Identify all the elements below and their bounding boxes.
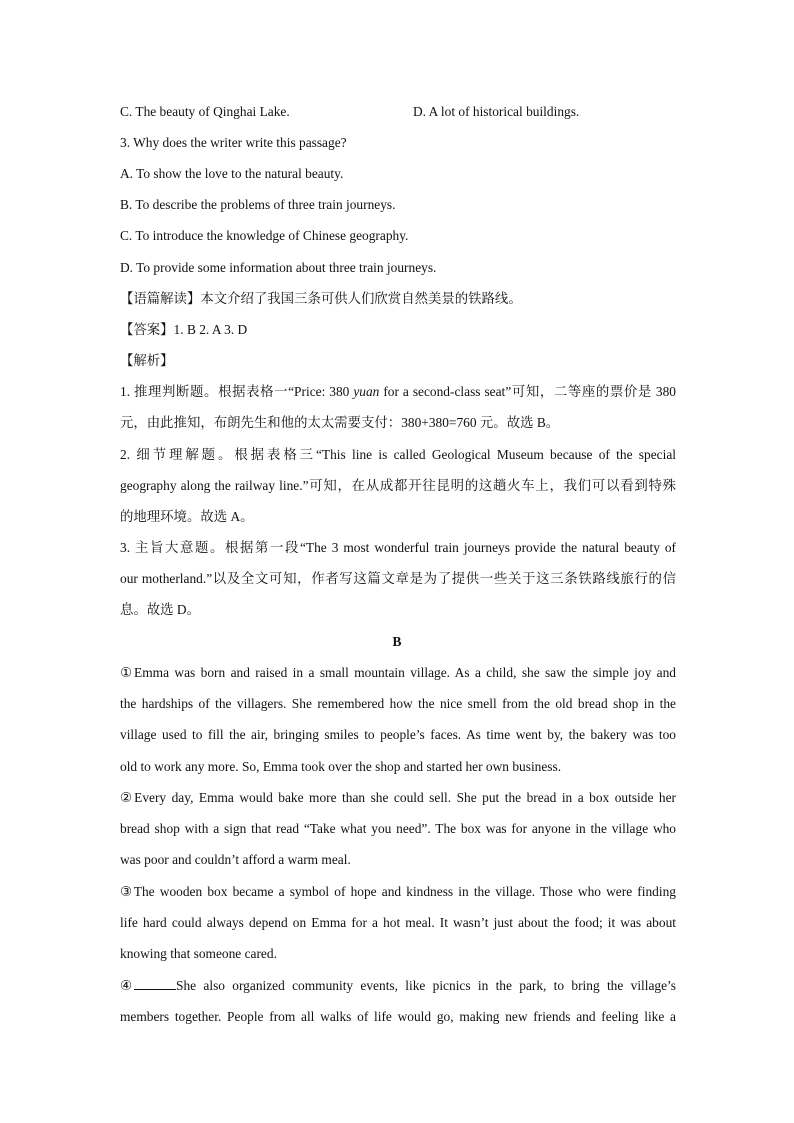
paragraph-3-line: knowing that someone cared. <box>120 946 277 961</box>
paragraph-1-line: ①Emma was born and raised in a small mountain village. As a child, she saw the simple joy and <box>120 665 676 680</box>
explanation-2-line-3: 的地理环境。故选 A。 <box>120 509 254 524</box>
explanation-2-line-1: 2. 细节理解题。根据表格三“This line is called Geological Museum because of the special <box>120 447 676 462</box>
e1-italic-yuan: yuan <box>353 384 380 399</box>
question-3-stem: 3. Why does the writer write this passage? <box>120 135 347 150</box>
e1-text-after: for a second-class seat”可知，二等座的票价是 380 <box>379 384 676 399</box>
explanation-3-line-2: our motherland.”以及全文可知，作者写这篇文章是为了提供一些关于这三条铁路线旅行的信 <box>120 571 676 586</box>
option-3d: D. To provide some information about three train journeys. <box>120 260 437 275</box>
option-3c: C. To introduce the knowledge of Chinese geography. <box>120 228 409 243</box>
paragraph-1-line: the hardships of the villagers. She remembered how the nice smell from the old bread shop in the <box>120 696 676 711</box>
explanation-3-line-3: 息。故选 D。 <box>120 602 200 617</box>
paragraph-4-line-2: members together. People from all walks of life would go, making new friends and feeling like a <box>120 1009 676 1024</box>
paragraph-4-line-1 <box>120 976 676 995</box>
section-b-heading: B <box>392 634 402 649</box>
explanation-3-line-1: 3. 主旨大意题。根据第一段“The 3 most wonderful train journeys provide the natural beauty of <box>120 540 676 555</box>
explanation-1-line-1 <box>120 383 676 401</box>
option-2c: C. The beauty of Qinghai Lake. <box>120 104 290 119</box>
paragraph-3-line: ③The wooden box became a symbol of hope and kindness in the village. Those who were finding <box>120 884 676 899</box>
answer-blank <box>134 976 176 990</box>
paragraph-2-line: bread shop with a sign that read “Take what you need”. The box was for anyone in the village who <box>120 821 676 836</box>
paragraph-2-line: was poor and couldn’t afford a warm meal. <box>120 852 351 867</box>
e1-text-before: 1. 推理判断题。根据表格一“Price: 380 <box>120 384 354 399</box>
paragraph-3-line: life hard could always depend on Emma for a hot meal. It wasn’t just about the food; it was about <box>120 915 676 930</box>
option-3a: A. To show the love to the natural beauty. <box>120 166 344 181</box>
option-2d: D. A lot of historical buildings. <box>413 104 580 119</box>
reading-guide: 【语篇解读】本文介绍了我国三条可供人们欣赏自然美景的铁路线。 <box>120 291 522 306</box>
paragraph-1-line: village used to fill the air, bringing smiles to people’s faces. As time went by, the bakery was too <box>120 727 676 742</box>
paragraph-4-marker: ④ <box>120 978 133 993</box>
explanation-1-line-2: 元，由此推知，布朗先生和他的太太需要支付：380+380=760 元。故选 B。 <box>120 415 560 430</box>
answer-key: 【答案】1. B 2. A 3. D <box>120 322 248 337</box>
option-3b: B. To describe the problems of three train journeys. <box>120 197 396 212</box>
paragraph-1-line: old to work any more. So, Emma took over the shop and started her own business. <box>120 759 562 774</box>
explanation-title: 【解析】 <box>120 353 174 368</box>
explanation-2-line-2: geography along the railway line.”可知，在从成都开往昆明的这趟火车上，我们可以看到特殊 <box>120 478 676 493</box>
paragraph-2-line: ②Every day, Emma would bake more than she could sell. She put the bread in a box outside her <box>120 790 676 805</box>
paragraph-4-text: She also organized community events, like picnics in the park, to bring the village’s <box>176 978 676 993</box>
